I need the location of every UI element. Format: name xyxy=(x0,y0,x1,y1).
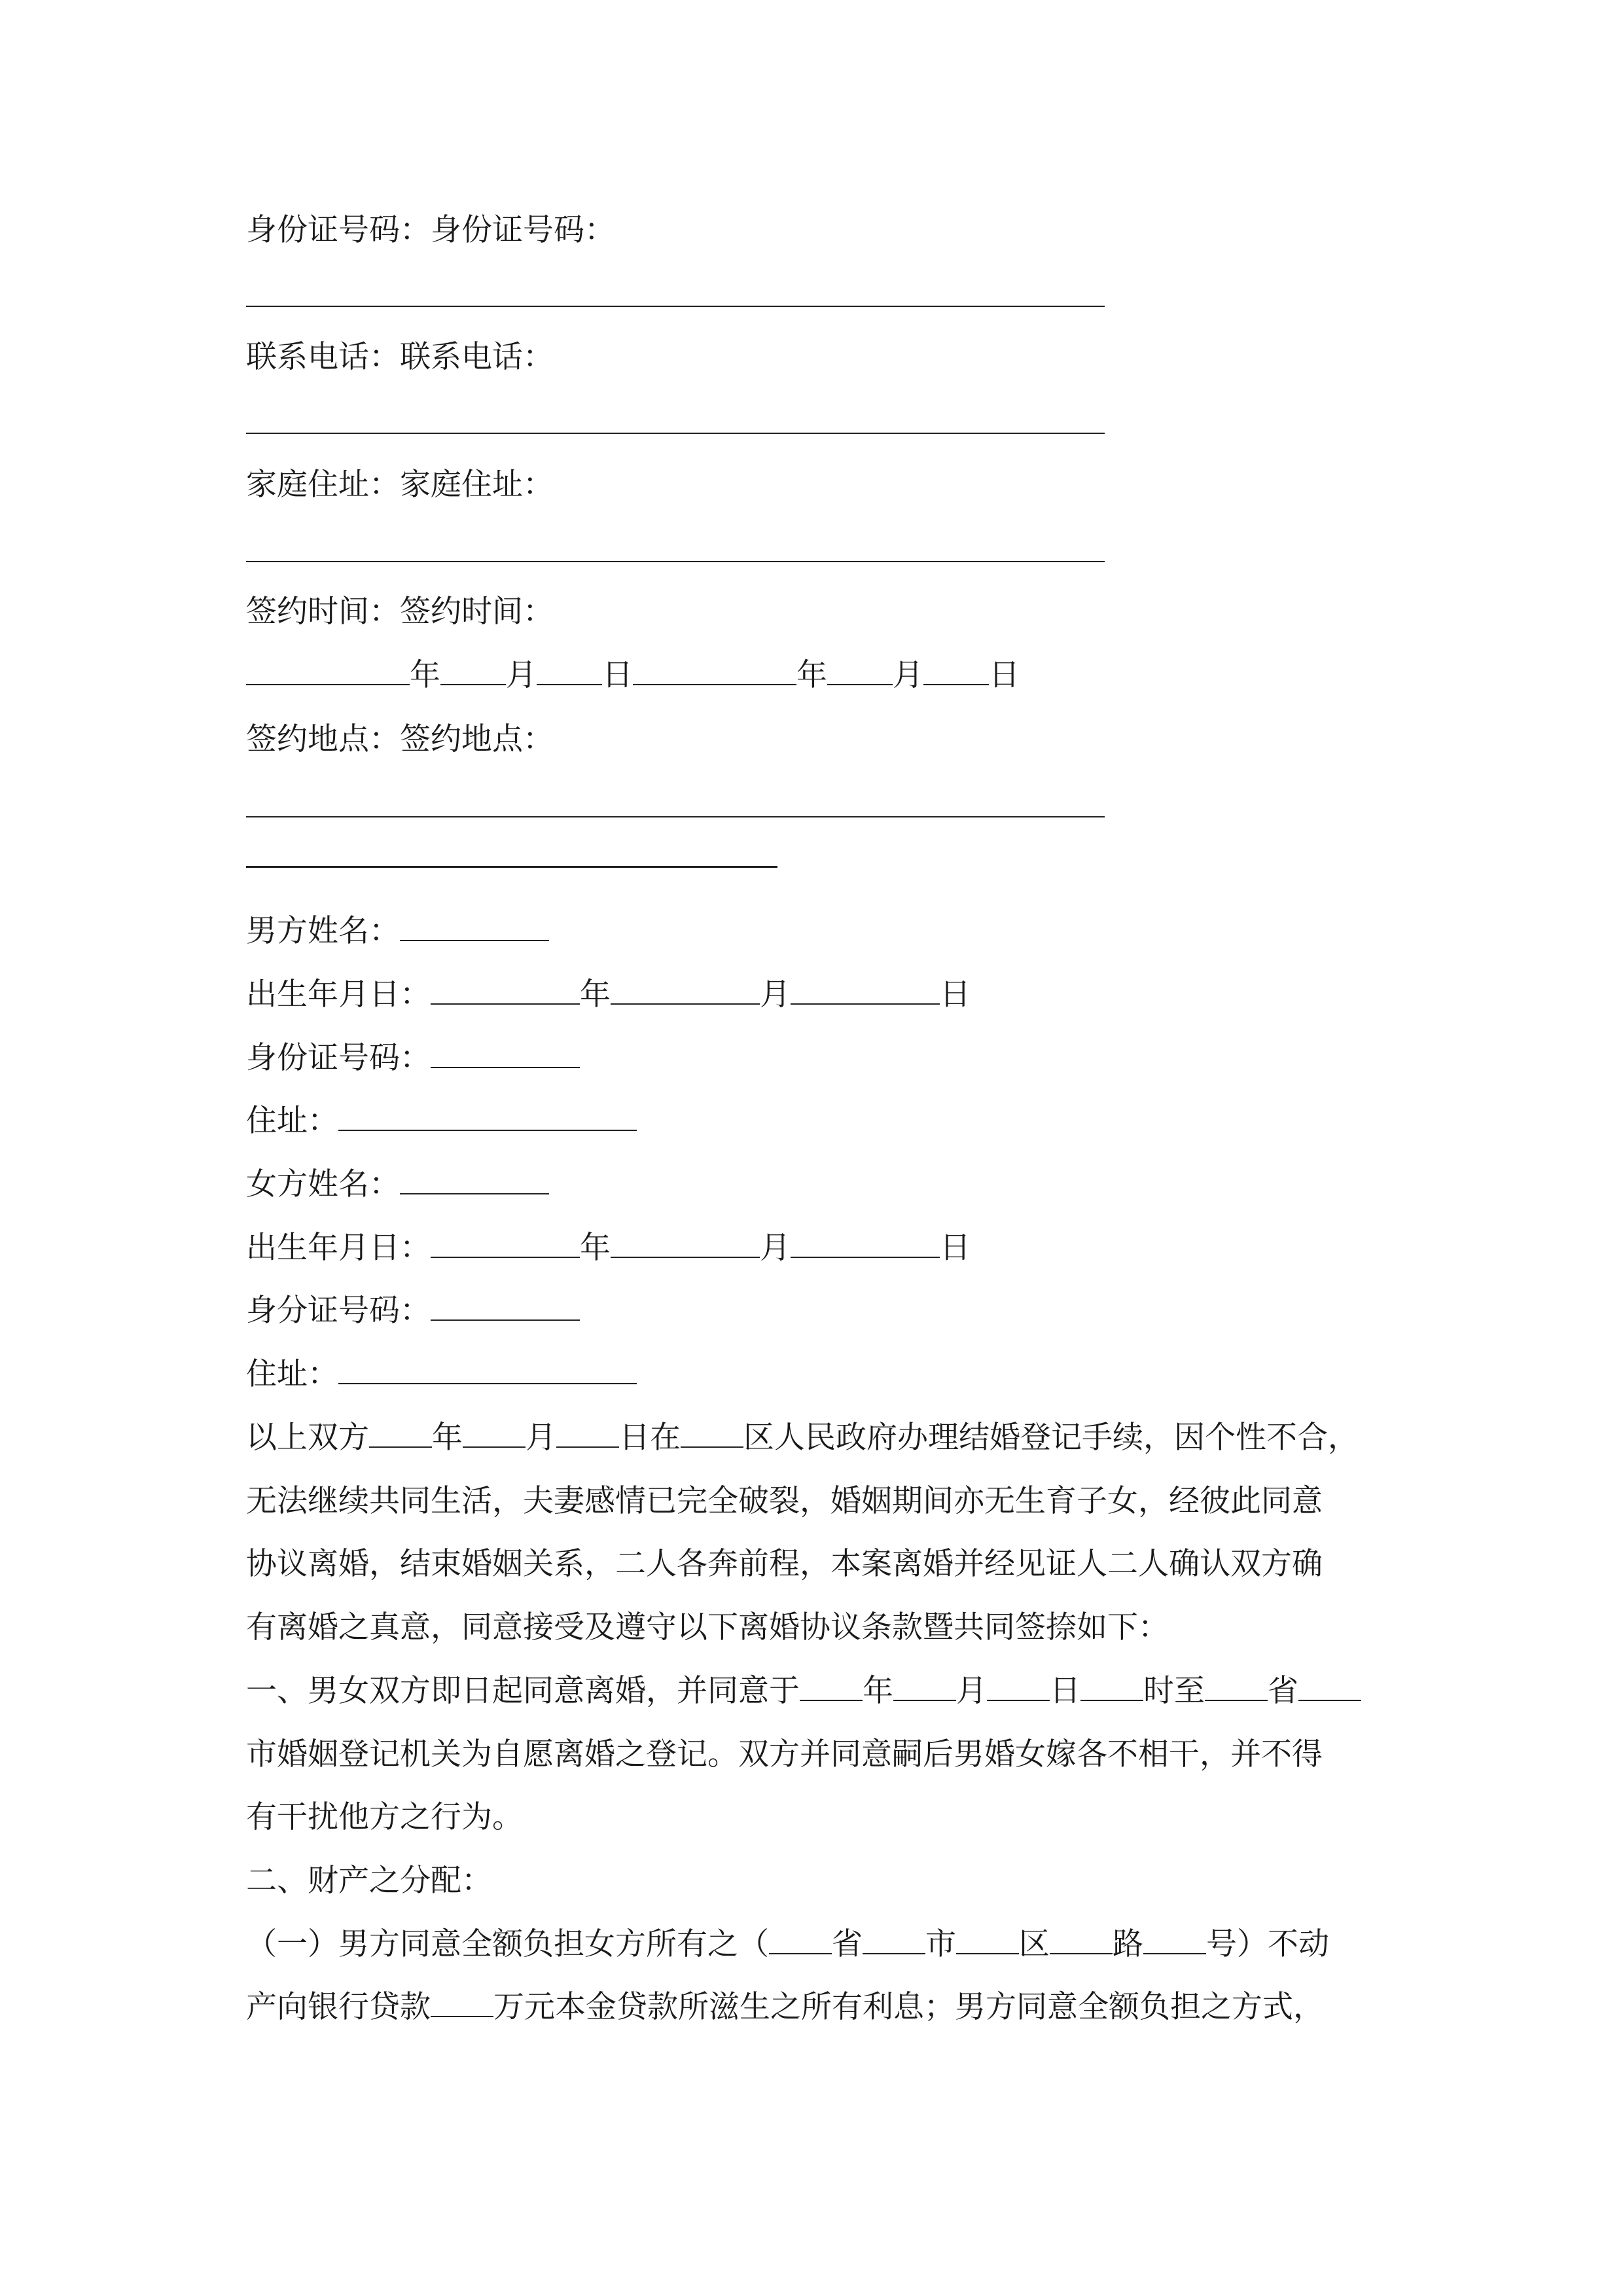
s1-text-e: 时至 xyxy=(1143,1673,1205,1709)
s2-province-blank[interactable] xyxy=(769,1927,832,1954)
male-birth-label: 出生年月日： xyxy=(246,977,431,1013)
p1-text-b: 年 xyxy=(432,1420,463,1456)
day-blank[interactable] xyxy=(537,658,602,685)
s2-line2-text-a: 产向银行贷款 xyxy=(246,1989,431,2025)
day-label: 日 xyxy=(602,657,633,693)
section-2-line-1 xyxy=(246,1925,1329,1964)
s1-text-a: 一、男女双方即日起同意离婚，并同意于 xyxy=(246,1673,800,1709)
p1-district-blank[interactable] xyxy=(681,1420,743,1448)
s2-text-a: （一）男方同意全额负担女方所有之（ xyxy=(246,1926,769,1962)
male-birth-day: 日 xyxy=(940,977,971,1013)
p1-month-blank[interactable] xyxy=(463,1420,526,1448)
p1-day-blank[interactable] xyxy=(556,1420,619,1448)
male-birth-month: 月 xyxy=(760,977,791,1013)
p1-text-c: 月 xyxy=(526,1420,556,1456)
section-1-line-3: 有干扰他方之行为。 xyxy=(246,1799,523,1835)
phone-blank[interactable] xyxy=(246,433,1105,434)
s2-text-d: 区 xyxy=(1019,1926,1050,1962)
address-label: 家庭住址：家庭住址： xyxy=(246,467,554,503)
year-label-2: 年 xyxy=(796,657,827,693)
paragraph-1-line-4: 有离婚之真意，同意接受及遵守以下离婚协议条款暨共同签捺如下： xyxy=(246,1609,1169,1645)
male-name-blank[interactable] xyxy=(400,914,549,941)
s1-day-blank[interactable] xyxy=(987,1674,1050,1701)
female-birth-year-blank[interactable] xyxy=(431,1230,580,1258)
male-name-label: 男方姓名： xyxy=(246,913,400,949)
phone-label: 联系电话：联系电话： xyxy=(246,339,554,375)
s2-text-c: 市 xyxy=(925,1926,956,1962)
section-1-line-1 xyxy=(246,1672,1361,1711)
s1-province-blank[interactable] xyxy=(1205,1674,1268,1701)
male-birth-day-blank[interactable] xyxy=(791,977,940,1005)
female-birth-label: 出生年月日： xyxy=(246,1230,431,1266)
s1-year-blank[interactable] xyxy=(800,1674,863,1701)
female-id-label: 身分证号码： xyxy=(246,1293,431,1329)
s2-line2-text-b: 万元本金贷款所滋生之所有利息；男方同意全额负担之方式， xyxy=(493,1989,1324,2025)
id-number-blank[interactable] xyxy=(246,306,1105,307)
p1-text-d: 日在 xyxy=(619,1420,681,1456)
female-name-blank[interactable] xyxy=(400,1167,549,1194)
s2-number-blank[interactable] xyxy=(1143,1927,1206,1954)
female-id-row xyxy=(246,1291,580,1331)
day-label-2: 日 xyxy=(989,657,1020,693)
sign-time-label: 签约时间：签约时间： xyxy=(246,594,554,630)
s2-road-blank[interactable] xyxy=(1050,1927,1113,1954)
p1-year-blank[interactable] xyxy=(369,1420,432,1448)
paragraph-1-line-3: 协议离婚，结束婚姻关系，二人各奔前程，本案离婚并经见证人二人确认双方确 xyxy=(246,1546,1323,1582)
male-name-row xyxy=(246,912,549,951)
female-address-label: 住址： xyxy=(246,1356,338,1392)
sign-place-blank[interactable] xyxy=(246,816,1105,817)
female-birth-year: 年 xyxy=(580,1230,611,1266)
female-birth-month-blank[interactable] xyxy=(611,1230,760,1258)
s2-text-e: 路 xyxy=(1113,1926,1143,1962)
female-birth-day-blank[interactable] xyxy=(791,1230,940,1258)
address-blank[interactable] xyxy=(246,561,1105,562)
s1-text-c: 月 xyxy=(956,1673,987,1709)
section-divider xyxy=(246,866,777,868)
section-2-title: 二、财产之分配： xyxy=(246,1863,492,1899)
month-label-2: 月 xyxy=(893,657,923,693)
sign-date-row xyxy=(246,656,1020,695)
female-address-row xyxy=(246,1355,637,1394)
paragraph-1-line-1 xyxy=(246,1418,1359,1458)
month-label: 月 xyxy=(506,657,537,693)
s1-hour-blank[interactable] xyxy=(1080,1674,1143,1701)
male-birth-month-blank[interactable] xyxy=(611,977,760,1005)
year-blank[interactable] xyxy=(246,658,410,685)
s1-text-d: 日 xyxy=(1050,1673,1080,1709)
month-blank-2[interactable] xyxy=(827,658,893,685)
s2-loan-amount-blank[interactable] xyxy=(431,1990,493,2017)
p1-text-a: 以上双方 xyxy=(246,1420,369,1456)
month-blank[interactable] xyxy=(440,658,506,685)
year-label: 年 xyxy=(410,657,440,693)
female-name-label: 女方姓名： xyxy=(246,1166,400,1202)
paragraph-1-line-2: 无法继续共同生活，夫妻感情已完全破裂，婚姻期间亦无生育子女，经彼此同意 xyxy=(246,1483,1323,1519)
s2-city-blank[interactable] xyxy=(863,1927,925,1954)
s1-text-b: 年 xyxy=(863,1673,893,1709)
s2-district-blank[interactable] xyxy=(956,1927,1019,1954)
male-address-blank[interactable] xyxy=(338,1103,637,1131)
id-number-label: 身份证号码：身份证号码： xyxy=(246,212,615,248)
female-birth-row xyxy=(246,1229,971,1268)
s1-city-blank[interactable] xyxy=(1298,1674,1361,1701)
male-birth-row xyxy=(246,975,971,1014)
male-birth-year: 年 xyxy=(580,977,611,1013)
year-blank-2[interactable] xyxy=(633,658,796,685)
male-address-label: 住址： xyxy=(246,1103,338,1139)
female-birth-month: 月 xyxy=(760,1230,791,1266)
male-id-blank[interactable] xyxy=(431,1041,580,1068)
female-address-blank[interactable] xyxy=(338,1357,637,1384)
male-birth-year-blank[interactable] xyxy=(431,977,580,1005)
s1-text-f: 省 xyxy=(1268,1673,1298,1709)
day-blank-2[interactable] xyxy=(923,658,989,685)
sign-place-label: 签约地点：签约地点： xyxy=(246,721,554,757)
p1-text-e: 区人民政府办理结婚登记手续，因个性不合， xyxy=(743,1420,1359,1456)
s1-month-blank[interactable] xyxy=(893,1674,956,1701)
s2-text-f: 号）不动 xyxy=(1206,1926,1329,1962)
section-2-line-2 xyxy=(246,1988,1324,2027)
female-name-row xyxy=(246,1165,549,1204)
male-id-row xyxy=(246,1039,580,1078)
male-address-row xyxy=(246,1102,637,1141)
section-1-line-2: 市婚姻登记机关为自愿离婚之登记。双方并同意嗣后男婚女嫁各不相干，并不得 xyxy=(246,1736,1323,1772)
s2-text-b: 省 xyxy=(832,1926,863,1962)
male-id-label: 身份证号码： xyxy=(246,1040,431,1076)
female-id-blank[interactable] xyxy=(431,1293,580,1321)
female-birth-day: 日 xyxy=(940,1230,971,1266)
